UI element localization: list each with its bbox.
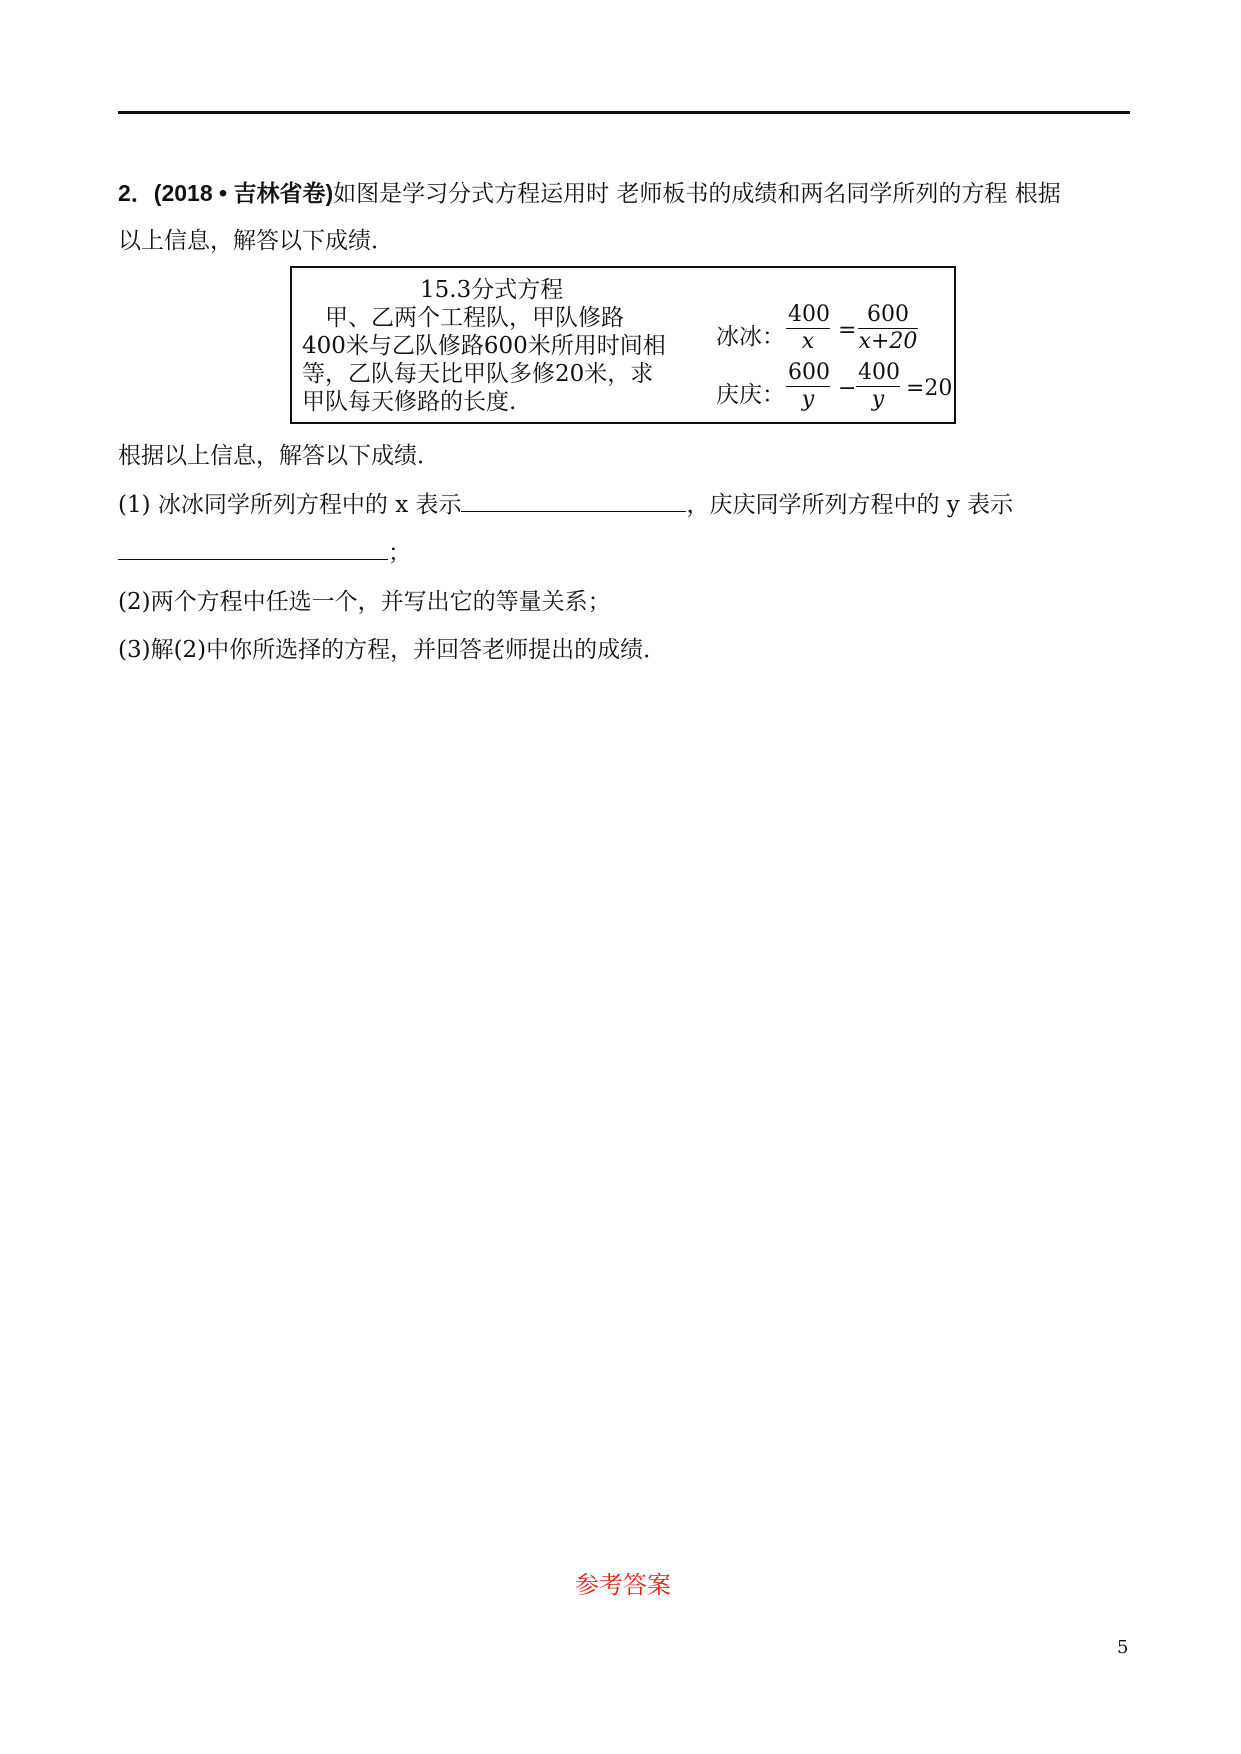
answer-key-link[interactable]: 参考答案 bbox=[575, 1571, 671, 1599]
blackboard-box bbox=[290, 266, 956, 424]
bingbing-num-right: 600 bbox=[858, 302, 918, 329]
question-stem-line1 bbox=[118, 178, 1061, 209]
qingqing-fraction-right bbox=[856, 360, 900, 413]
qingqing-den-left: y bbox=[801, 387, 815, 412]
subquestion-1-text-b: ，庆庆同学所列方程中的 y 表示 bbox=[686, 492, 1014, 518]
question-stem-line2: 以上信息，解答以下成绩． bbox=[118, 228, 394, 254]
after-box-text: 根据以上信息，解答以下成绩． bbox=[118, 443, 440, 469]
qingqing-fraction-left bbox=[786, 360, 830, 413]
subquestion-3: (3)解(2)中你所选择的方程，并回答老师提出的成绩． bbox=[118, 637, 667, 663]
qingqing-operator: − bbox=[838, 376, 857, 401]
question-stem-text1: 如图是学习分式方程运用时 老师板书的成绩和两名同学所列的方程 根据 bbox=[333, 181, 1061, 207]
subquestion-1-line2 bbox=[118, 537, 411, 568]
blackboard-title: 15.3分式方程 bbox=[420, 277, 564, 303]
subquestion-1-end: ； bbox=[388, 540, 411, 566]
blackboard-line-4: 甲队每天修路的长度. bbox=[302, 389, 517, 415]
qingqing-num-left: 600 bbox=[788, 360, 830, 385]
blackboard-line-2: 400米与乙队修路600米所用时间相 bbox=[302, 333, 666, 359]
subquestion-1-line1 bbox=[118, 489, 1013, 520]
blackboard-line-3: 等，乙队每天比甲队多修20米，求 bbox=[302, 361, 654, 387]
bingbing-den-right: x+20 bbox=[858, 329, 918, 354]
bingbing-fraction-right bbox=[858, 302, 918, 355]
bingbing-operator: = bbox=[838, 318, 857, 343]
qingqing-rhs: =20 bbox=[906, 376, 953, 401]
question-number: 2． bbox=[118, 180, 154, 206]
bingbing-fraction-left bbox=[786, 302, 830, 355]
bingbing-label: 冰冰： bbox=[716, 324, 785, 350]
qingqing-den-right: y bbox=[871, 387, 885, 412]
subquestion-2: (2)两个方程中任选一个，并写出它的等量关系； bbox=[118, 589, 611, 615]
header-rule bbox=[118, 111, 1130, 114]
question-source: (2018 • 吉林省卷) bbox=[153, 180, 334, 206]
subquestion-1-text-a: (1) 冰冰同学所列方程中的 x 表示 bbox=[118, 492, 462, 518]
bingbing-den-left: x bbox=[801, 329, 815, 354]
qingqing-num-right: 400 bbox=[858, 360, 900, 385]
page-number: 5 bbox=[1117, 1637, 1129, 1658]
blackboard-line-1: 甲、乙两个工程队，甲队修路 bbox=[302, 305, 624, 331]
bingbing-num-left: 400 bbox=[788, 302, 830, 327]
qingqing-label: 庆庆： bbox=[716, 382, 785, 408]
answer-blank-x[interactable] bbox=[461, 489, 686, 512]
answer-blank-y[interactable] bbox=[118, 537, 388, 560]
